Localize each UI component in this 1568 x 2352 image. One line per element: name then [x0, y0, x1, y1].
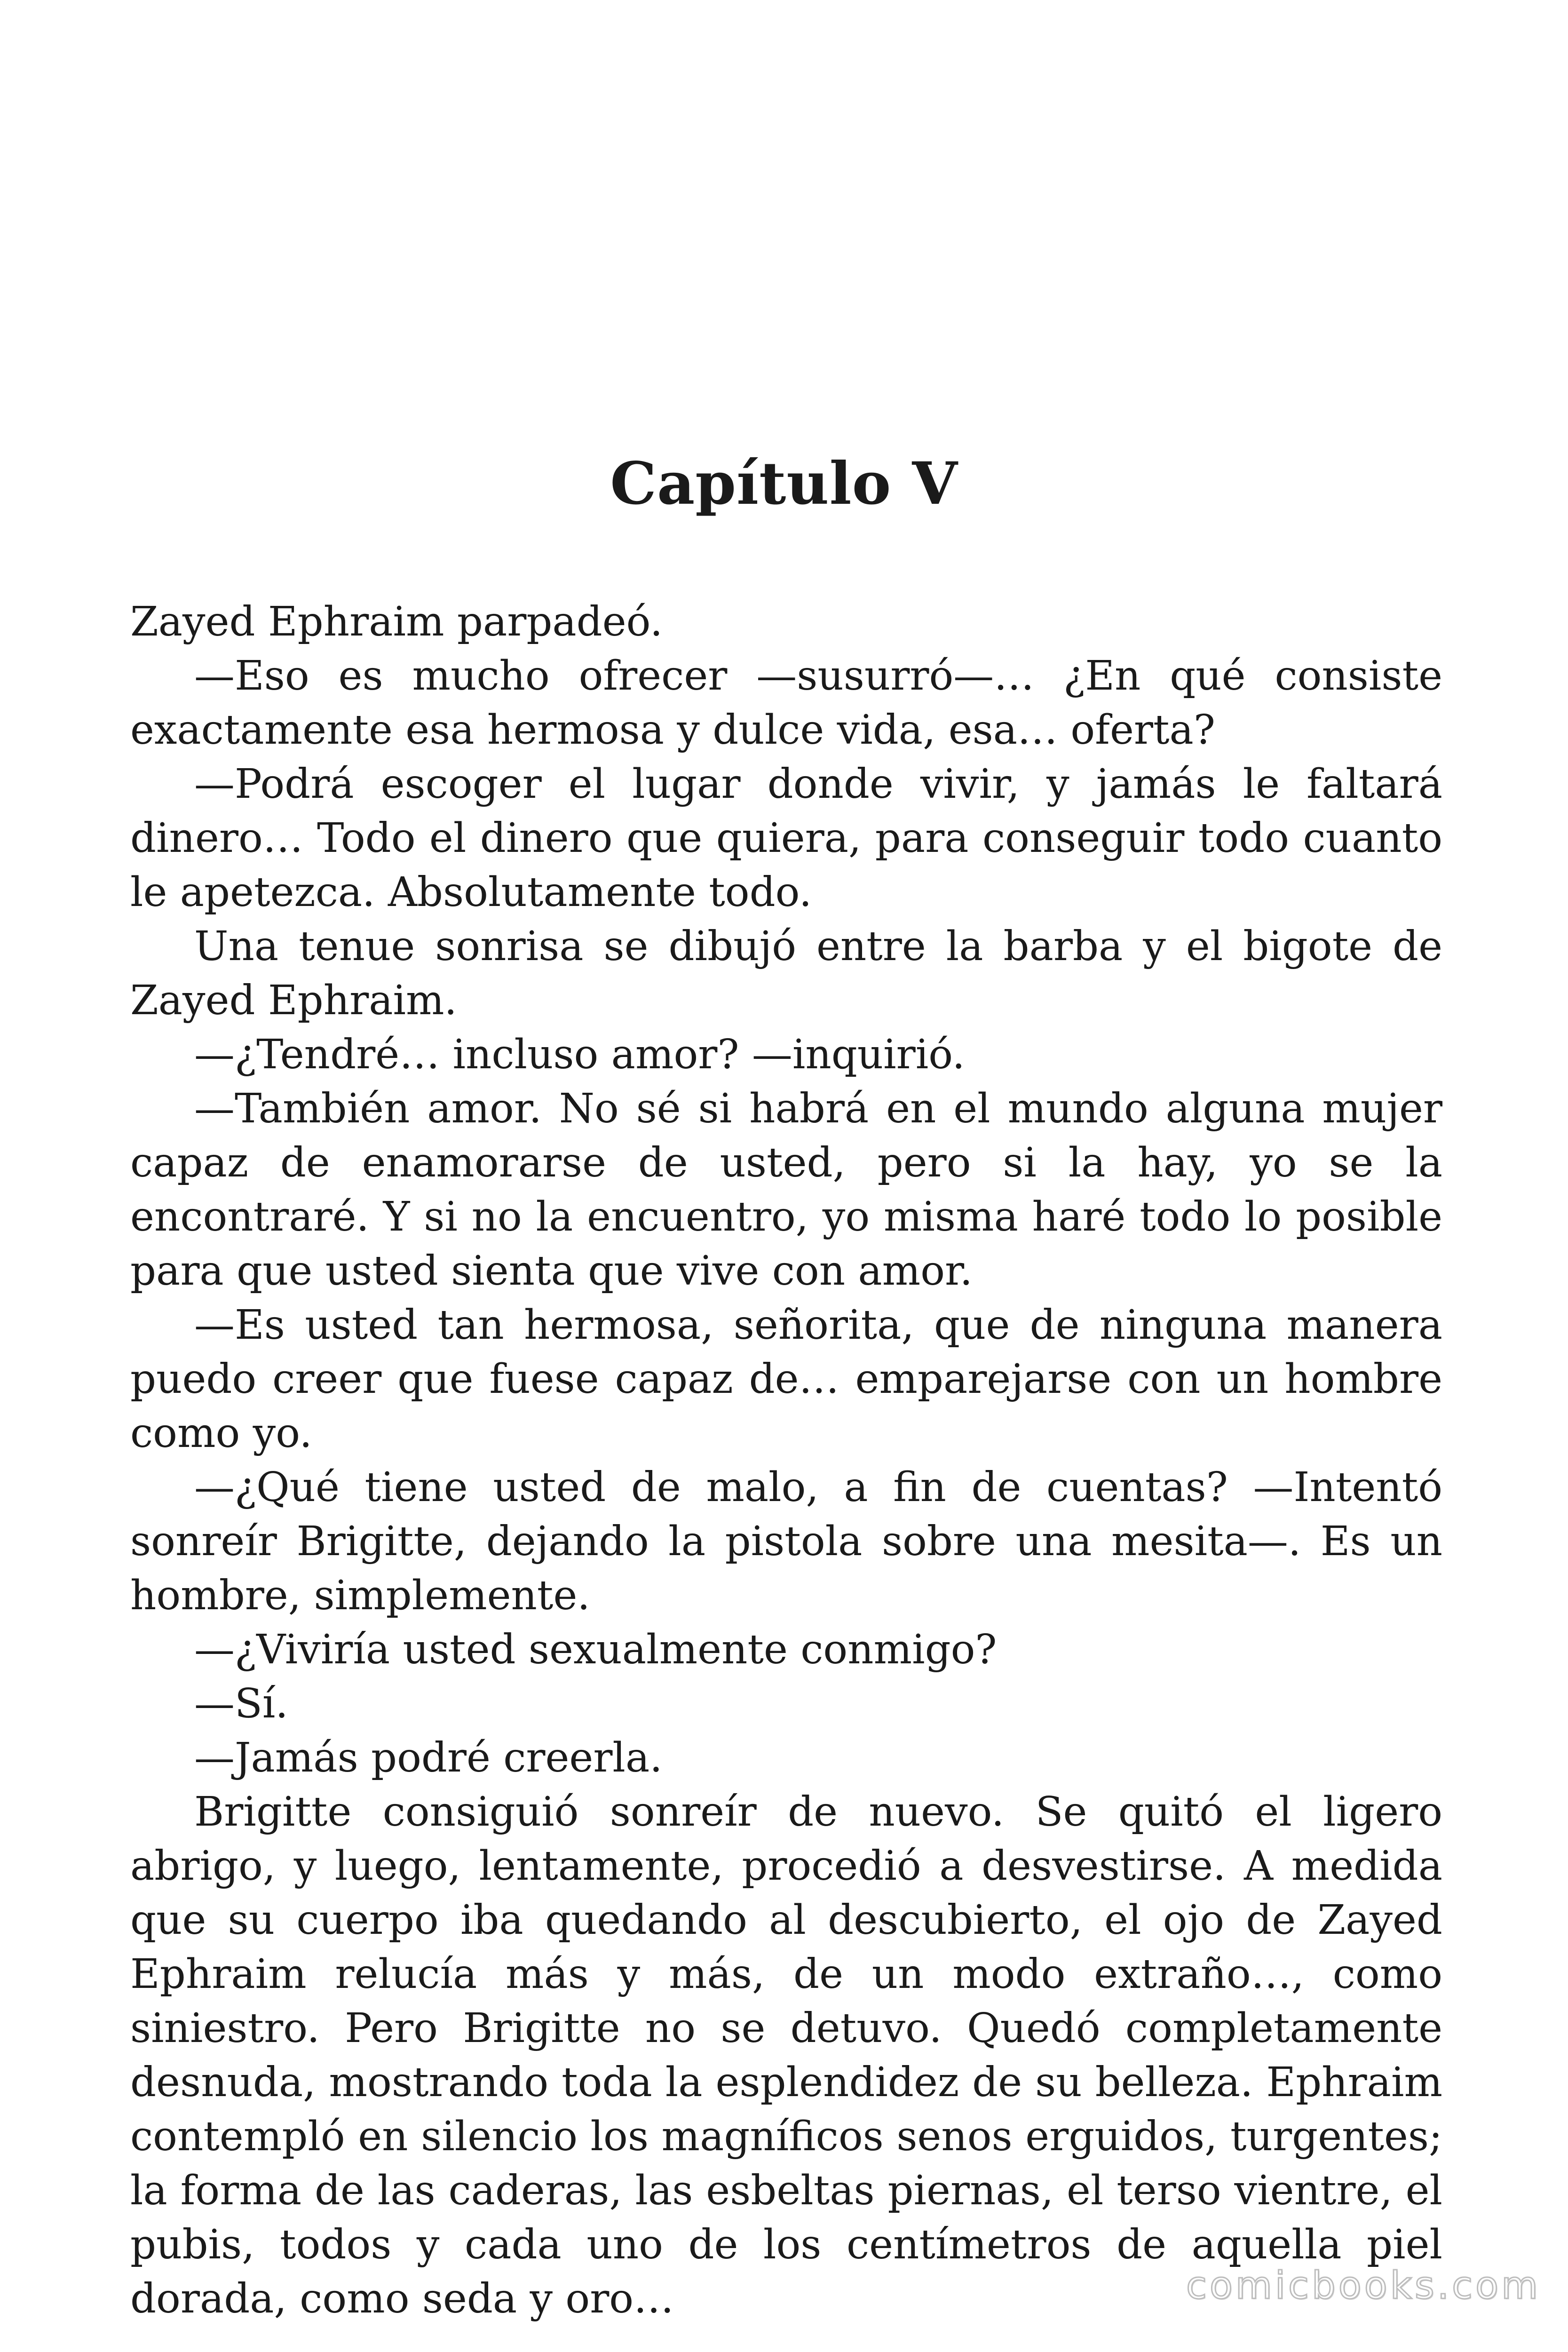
paragraph: —¿Qué tiene usted de malo, a fin de cuentas? —Intentó sonreír Brigitte, dejando la pistola sobre una mesita—. Es un hombre, simplemente.: [130, 1464, 1442, 1619]
paragraph: Brigitte consiguió sonreír de nuevo. Se quitó el ligero abrigo, y luego, lentamente, procedió a desvestirse. A medida que su cuerpo iba quedando al descubierto, el ojo de Zayed Ephraim relucía más y más, de un modo extraño…, como siniestro. Pero Brigitte no se detuvo. Quedó completamente desnuda, mostrando toda la esplendidez de su belleza. Ephraim contempló en silencio los magníficos senos erguidos, turgentes; la forma de las caderas, las esbeltas piernas, el terso vientre, el pubis, todos y cada uno de los centímetros de aquella piel dorada, como seda y oro…: [130, 1788, 1442, 2322]
paragraph: —¿Viviría usted sexualmente conmigo?: [194, 1626, 997, 1673]
paragraph: —Es usted tan hermosa, señorita, que de ninguna manera puedo creer que fuese capaz de… emparejarse con un hombre como yo.: [130, 1302, 1442, 1457]
paragraph: —También amor. No sé si habrá en el mundo alguna mujer capaz de enamorarse de usted, pero si la hay, yo se la encontraré. Y si no la encuentro, yo misma haré todo lo posible para que usted sienta que vive con amor.: [130, 1085, 1442, 1295]
paragraph: —Sí.: [194, 1680, 288, 1727]
paragraph: —Podrá escoger el lugar donde vivir, y jamás le faltará dinero… Todo el dinero que quiera, para conseguir todo cuanto le apetezca. Absolutamente todo.: [130, 761, 1442, 916]
paragraph: Una tenue sonrisa se dibujó entre la barba y el bigote de Zayed Ephraim.: [130, 923, 1442, 1024]
chapter-body: [130, 595, 1442, 2326]
paragraph: —¿Tendré… incluso amor? —inquirió.: [194, 1031, 965, 1078]
paragraph: Zayed Ephraim parpadeó.: [130, 598, 663, 645]
paragraph: —Jamás podré creerla.: [194, 1734, 663, 1781]
paragraph: —Eso es mucho ofrecer —susurró—… ¿En qué consiste exactamente esa hermosa y dulce vida, esa… oferta?: [130, 652, 1442, 754]
chapter-title: Capítulo V: [610, 450, 958, 518]
watermark: comicbooks.com: [1186, 2264, 1541, 2307]
